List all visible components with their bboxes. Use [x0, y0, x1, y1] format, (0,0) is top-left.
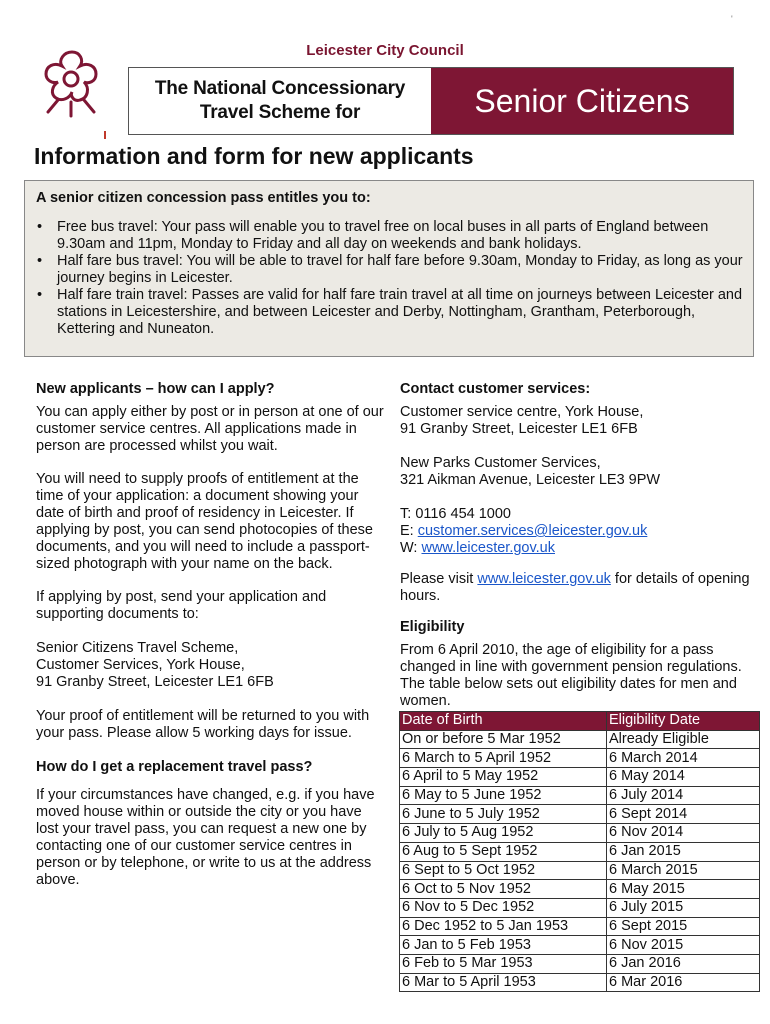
eligibility-table [399, 711, 760, 992]
table-row [400, 749, 760, 768]
new-parks-address [400, 455, 760, 489]
date-of-birth-cell: On or before 5 Mar 1952 [400, 730, 607, 749]
web-row [400, 540, 760, 557]
visit-prefix: Please visit [400, 571, 474, 587]
phone-row [400, 506, 760, 523]
address-line: 91 Granby Street, Leicester LE1 6FB [36, 674, 274, 690]
table-row [400, 973, 760, 992]
table-row [400, 936, 760, 955]
leicester-rose-logo-icon [34, 46, 110, 120]
decorative-mark [104, 131, 106, 139]
eligibility-date-cell: 6 Sept 2015 [607, 917, 760, 936]
council-name: Leicester City Council [306, 42, 464, 59]
date-of-birth-cell: 6 Aug to 5 Sept 1952 [400, 842, 607, 861]
table-row [400, 880, 760, 899]
email-row [400, 523, 760, 540]
scheme-title-line2: Travel Scheme for [199, 102, 361, 123]
table-row [400, 730, 760, 749]
audience-banner: Senior Citizens [431, 68, 733, 134]
date-of-birth-cell: 6 Feb to 5 Mar 1953 [400, 954, 607, 973]
eligibility-date-cell: 6 Jan 2015 [607, 842, 760, 861]
email-label: E: [400, 523, 414, 539]
apply-heading: New applicants – how can I apply? [36, 381, 275, 397]
table-row [400, 954, 760, 973]
date-of-birth-cell: 6 Jan to 5 Feb 1953 [400, 936, 607, 955]
top-mark: ' [731, 14, 733, 24]
date-of-birth-cell: 6 April to 5 May 1952 [400, 768, 607, 787]
replacement-heading: How do I get a replacement travel pass? [36, 759, 313, 775]
eligibility-date-cell: 6 Jan 2016 [607, 954, 760, 973]
york-house-address [400, 404, 760, 438]
entitlement-item-free-bus: • Free bus travel: Your pass will enable you to travel free on local buses in all parts of England between 9.30am and 11pm, Monday to Friday and all day on weekends and bank holidays. [35, 219, 743, 253]
address-line: Customer service centre, York House, [400, 404, 644, 420]
column-header-eligibility-date: Eligibility Date [607, 712, 760, 731]
address-line: New Parks Customer Services, [400, 455, 601, 471]
address-line: Customer Services, York House, [36, 657, 245, 673]
web-label: W: [400, 540, 418, 556]
apply-text: You can apply either by post or in person at one of our customer service centres. All applications made in person are processed whilst you wait. [36, 404, 384, 454]
entitlements-heading: A senior citizen concession pass entitles you to: [36, 190, 371, 206]
phone-label: T: [400, 506, 412, 522]
right-column [400, 381, 760, 710]
contact-heading: Contact customer services: [400, 381, 591, 397]
date-of-birth-cell: 6 March to 5 April 1952 [400, 749, 607, 768]
email-link[interactable]: customer.services@leicester.gov.uk [417, 523, 648, 539]
date-of-birth-cell: 6 May to 5 June 1952 [400, 786, 607, 805]
phone-number: 0116 454 1000 [415, 506, 511, 522]
table-row [400, 842, 760, 861]
eligibility-date-cell: 6 May 2015 [607, 880, 760, 899]
proofs-text: You will need to supply proofs of entitlement at the time of your application: a document showing your date of birth and proof of residency in Leicester. If applying by post, you can send photocopies of these documents, and you will need to include a passport-sized photograph with your name on the back. [36, 471, 373, 572]
postal-address [36, 640, 388, 691]
table-row [400, 861, 760, 880]
table-header-row [400, 712, 760, 731]
return-text: Your proof of entitlement will be returned to you with your pass. Please allow 5 working days for issue. [36, 708, 370, 741]
table-row [400, 768, 760, 787]
table-row [400, 824, 760, 843]
date-of-birth-cell: 6 Nov to 5 Dec 1952 [400, 898, 607, 917]
table-row [400, 805, 760, 824]
entitlements-panel [24, 180, 754, 357]
eligibility-text: From 6 April 2010, the age of eligibility for a pass changed in line with government pension regulations. The table below sets out eligibility dates for men and women. [400, 642, 742, 709]
entitlements-list [35, 219, 743, 338]
address-line: 91 Granby Street, Leicester LE1 6FB [400, 421, 638, 437]
address-line: Senior Citizens Travel Scheme, [36, 640, 239, 656]
eligibility-date-cell: Already Eligible [607, 730, 760, 749]
eligibility-date-cell: 6 Nov 2014 [607, 824, 760, 843]
opening-hours-text [400, 571, 760, 605]
eligibility-date-cell: 6 March 2015 [607, 861, 760, 880]
header-banner [128, 67, 734, 135]
eligibility-date-cell: 6 May 2014 [607, 768, 760, 787]
date-of-birth-cell: 6 Mar to 5 April 1953 [400, 973, 607, 992]
eligibility-date-cell: 6 Nov 2015 [607, 936, 760, 955]
table-row [400, 898, 760, 917]
website-link[interactable]: www.leicester.gov.uk [421, 540, 555, 556]
replacement-text: If your circumstances have changed, e.g. if you have moved house within or outside the city or you have lost your travel pass, you can request a new one by contacting one of our customer service centres in person or by telephone, or write to us at the address above. [36, 787, 375, 888]
entitlement-item-half-fare-bus: • Half fare bus travel: You will be able to travel for half fare before 9.30am, Monday to Friday, as long as your journey begins in Leicester. [35, 253, 743, 287]
entitlement-item-half-fare-train: • Half fare train travel: Passes are valid for half fare train travel at all time on journeys between Leicester and stations in Leicestershire, and between Leicester and Derby, Nottingham, Grantham, Peterborough, Kettering and Nuneaton. [35, 287, 743, 338]
scheme-title [129, 68, 431, 134]
contact-details [400, 506, 760, 557]
eligibility-date-cell: 6 Sept 2014 [607, 805, 760, 824]
date-of-birth-cell: 6 Oct to 5 Nov 1952 [400, 880, 607, 899]
table-row [400, 917, 760, 936]
date-of-birth-cell: 6 Dec 1952 to 5 Jan 1953 [400, 917, 607, 936]
date-of-birth-cell: 6 July to 5 Aug 1952 [400, 824, 607, 843]
page-title: Information and form for new applicants [34, 143, 474, 169]
opening-hours-link[interactable]: www.leicester.gov.uk [477, 571, 611, 587]
eligibility-date-cell: 6 March 2014 [607, 749, 760, 768]
column-header-date-of-birth: Date of Birth [400, 712, 607, 731]
eligibility-date-cell: 6 July 2014 [607, 786, 760, 805]
address-line: 321 Aikman Avenue, Leicester LE3 9PW [400, 472, 661, 488]
eligibility-heading: Eligibility [400, 619, 465, 635]
date-of-birth-cell: 6 June to 5 July 1952 [400, 805, 607, 824]
scheme-title-line1: The National Concessionary [154, 78, 406, 99]
eligibility-date-cell: 6 July 2015 [607, 898, 760, 917]
eligibility-date-cell: 6 Mar 2016 [607, 973, 760, 992]
table-row [400, 786, 760, 805]
left-column [36, 381, 388, 889]
post-intro: If applying by post, send your application and supporting documents to: [36, 589, 327, 622]
visit-suffix: for details of opening hours. [400, 571, 750, 604]
date-of-birth-cell: 6 Sept to 5 Oct 1952 [400, 861, 607, 880]
